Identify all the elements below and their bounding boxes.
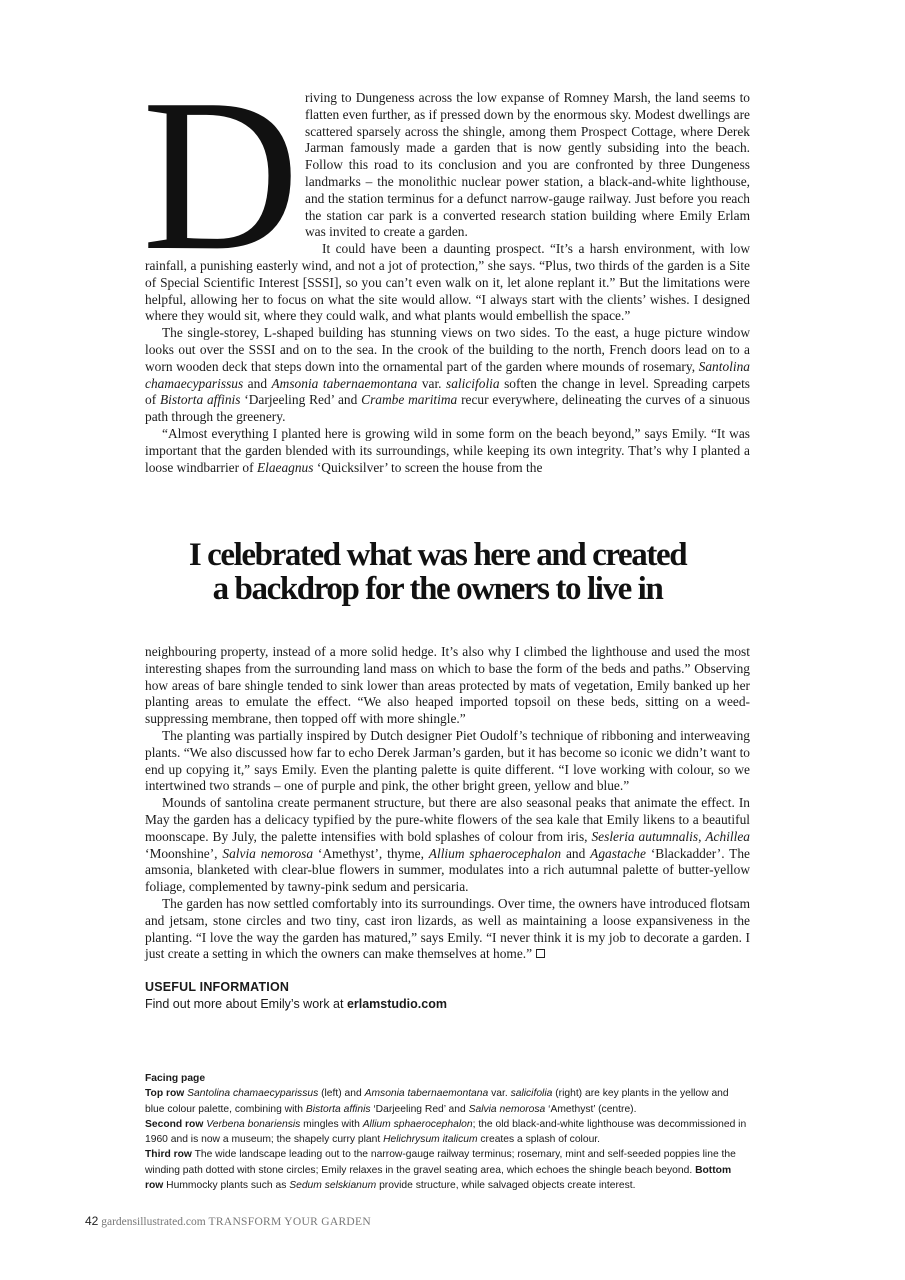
intro-paragraph-text: riving to Dungeness across the low expanse of Romney Marsh, the land seems to flatten even further, as if pressed down by the enormous sky. Modest dwellings are scattered sparsely across the shingle, among them Prospect Cottage, where Derek Jarman famously made a garden that is now gently subsiding into the beach. Follow this road to its conclusion and you are confronted by three Dungeness landmarks – the monolithic nuclear power station, a black-and-white lighthouse, and the station terminus for a defunct narrow-gauge railway. Just before you reach the station car park is a converted research station building where Emily Erlam was invited to create a garden. (305, 90, 750, 240)
paragraph-4: “Almost everything I planted here is growing wild in some form on the beach beyond,” says Emily. “It was important that the garden blended with its surroundings, while keeping its own integrity. That’s why I planted a loose windbarrier of Elaeagnus ‘Quicksilver’ to screen the house from the (145, 425, 750, 475)
pull-quote (145, 538, 730, 606)
paragraph-2: It could have been a daunting prospect. “It’s a harsh environment, with low rainfall, a punishing easterly wind, and not a jot of protection,” she says. “Plus, two thirds of the garden is a Site of Special Scientific Interest [SSSI], so you can’t even walk on it, let alone replant it.” But the limitations were helpful, allowing her to focus on what the site would allow. “I always start with the clients’ wishes. I designed where they would sit, where they could walk, and what plants would embellish the space.” (145, 241, 750, 324)
paragraph-6: The planting was partially inspired by Dutch designer Piet Oudolf’s technique of ribboning and interweaving plants. “We also discussed how far to echo Derek Jarman’s garden, but it has become so iconic we didn’t want to end up copying it,” says Emily. Even the planting palette is quite different. “I love working with colour, so we intertwined two strands – one of purple and pink, the other bright green, yellow and blue.” (145, 727, 750, 794)
paragraph-8: The garden has now settled comfortably into its surroundings. Over time, the owners have introduced flotsam and jetsam, stone circles and two tiny, cast iron lizards, as well as maintaining a loose expansiveness in the planting. “I love the way the garden has matured,” says Emily. “I never think it is my job to decorate a garden. I just create a setting in which the owners can make themselves at home.” (145, 895, 750, 962)
photo-captions (145, 1071, 750, 1193)
caption-heading: Facing page (145, 1073, 206, 1084)
useful-information-text: Find out more about Emily’s work at erlamstudio.com (145, 997, 447, 1011)
footer-section: TRANSFORM YOUR GARDEN (208, 1216, 371, 1228)
useful-information-heading: USEFUL INFORMATION (145, 980, 290, 994)
useful-information (145, 979, 750, 1013)
pull-quote-line-2: a backdrop for the owners to live in (212, 571, 663, 607)
paragraph-5: neighbouring property, instead of a more solid hedge. It’s also why I climbed the lighthouse and used the most interesting shapes from the surrounding land mass on which to base the form of the beds and paths.” Observing how areas of bare shingle tended to sink lower than areas protected by mats of vegetation, Emily banked up her planting areas to emulate the effect. “We also heaped imported topsoil on these beds, sitting on a weed-suppressing membrane, then topped off with more shingle.” (145, 644, 750, 727)
erlamstudio-link[interactable]: erlamstudio.com (346, 997, 447, 1011)
page-number: 42 (85, 1214, 99, 1228)
article-intro (142, 55, 751, 476)
caption-text: Top row Santolina chamaecyparissus (left) and Amsonia tabernaemontana var. salicifolia (right) are key plants in the yellow and blue colour palette, combining with Bistorta affinis ‘Darjeeling Red’ and Salvia nemorosa ‘Amethyst’ (centre). Second row Verbena bonariensis mingles with Allium sphaerocephalon; the old black-and-white lighthouse was decommissioned in 1960 and is now a museum; the shapely curry plant Helichrysum italicum creates a splash of colour. Third row The wide landscape leading out to the narrow-gauge railway terminus; rosemary, mint and self-seeded poppies line the winding path dotted with stone circles; Emily relaxes in the gravel seating area, which echoes the shingle beach beyond. Bottom row Hummocky plants such as Sedum selskianum provide structure, while salvaged objects create interest. (145, 1088, 747, 1192)
article-continued (145, 644, 750, 963)
pull-quote-line-1: I celebrated what was here and created (188, 537, 687, 573)
drop-cap: D (142, 55, 300, 296)
end-mark-icon (536, 949, 545, 958)
paragraph-7: Mounds of santolina create permanent structure, but there are also seasonal peaks that animate the effect. In May the garden has a delicacy typified by the pure-white flowers of the sea kale that Emily likens to a beautiful moonscape. By July, the palette intensifies with bold splashes of colour from iris, Sesleria autumnalis, Achillea ‘Moonshine’, Salvia nemorosa ‘Amethyst’, thyme, Allium sphaerocephalon and Agastache ‘Blackadder’. The amsonia, blanketed with clear-blue flowers in summer, modulates into a rich autumnal palette of butter-yellow foliage, complemented by tawny-pink sedum and persicaria. (145, 795, 750, 895)
footer-site: gardensillustrated.com (101, 1216, 206, 1228)
paragraph-3: The single-storey, L-shaped building has stunning views on two sides. To the east, a huge picture window looks out over the SSSI and on to the sea. In the crook of the building to the north, French doors lead on to a worn wooden deck that steps down into the ornamental part of the garden where mounds of rosemary, Santolina chamaecyparissus and Amsonia tabernaemontana var. salicifolia soften the change in level. Spreading carpets of Bistorta affinis ‘Darjeeling Red’ and Crambe maritima recur everywhere, delineating the curves of a sinuous path through the greenery. (145, 325, 751, 425)
page-footer (85, 1214, 371, 1228)
